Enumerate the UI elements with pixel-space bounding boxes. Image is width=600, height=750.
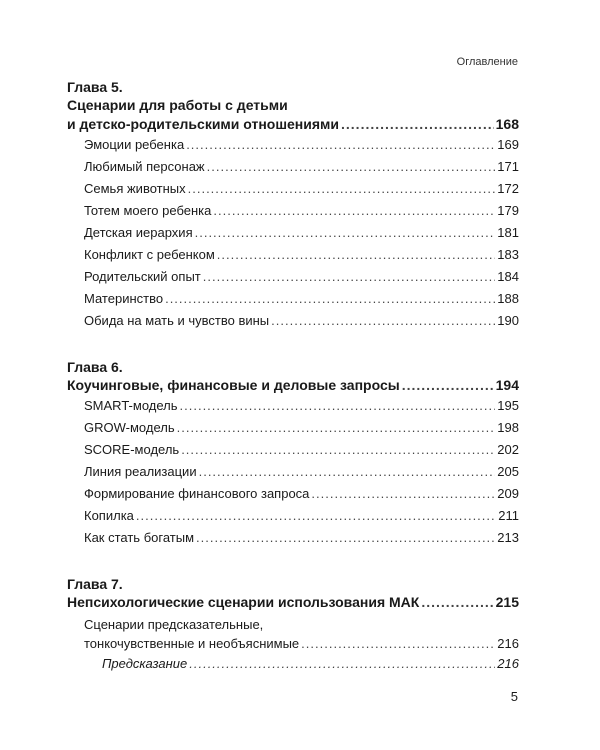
toc-entry[interactable] <box>67 244 519 266</box>
dot-leader <box>177 417 496 439</box>
toc-entry[interactable] <box>67 527 519 549</box>
chapter-label: Глава 5. <box>67 79 123 95</box>
chapter-entry[interactable] <box>67 593 519 612</box>
page-ref: 194 <box>495 377 519 393</box>
page-ref: 169 <box>497 137 519 152</box>
page-ref: 172 <box>497 181 519 196</box>
dot-leader <box>195 222 496 244</box>
page-ref: 215 <box>495 594 519 610</box>
dot-leader <box>207 156 496 178</box>
dot-leader <box>136 505 496 527</box>
toc-entry[interactable] <box>67 288 519 310</box>
dot-leader <box>203 266 496 288</box>
dot-leader <box>196 527 495 549</box>
toc-entry[interactable] <box>67 310 519 332</box>
entry-title: Тотем моего ребенка <box>84 203 212 218</box>
chapter-entry[interactable] <box>67 376 519 395</box>
dot-leader <box>217 244 496 266</box>
page-ref: 211 <box>498 508 519 523</box>
toc-entry[interactable] <box>67 222 519 244</box>
chapter-title: Коучинговые, финансовые и деловые запросы <box>67 377 400 393</box>
toc-entry[interactable] <box>67 178 519 200</box>
chapter-label: Глава 7. <box>67 576 123 592</box>
page-ref: 188 <box>497 291 519 306</box>
entry-title: SCORE-модель <box>84 442 180 457</box>
dot-leader <box>165 288 495 310</box>
page-ref: 213 <box>497 530 519 545</box>
toc-entry[interactable] <box>67 156 519 178</box>
chapter-7 <box>67 575 519 675</box>
dot-leader <box>271 310 495 332</box>
toc-entry[interactable] <box>67 134 519 156</box>
dot-leader <box>402 376 494 395</box>
dot-leader <box>301 634 495 653</box>
page-ref: 190 <box>497 313 519 328</box>
chapter-6 <box>67 358 519 549</box>
chapter-label: Глава 6. <box>67 359 123 375</box>
entry-title: Формирование финансового запроса <box>84 486 310 501</box>
toc-subentry[interactable] <box>67 653 519 675</box>
page-ref: 181 <box>497 225 519 240</box>
page-ref: 168 <box>495 116 519 132</box>
dot-leader <box>421 593 493 612</box>
entry-title: Линия реализации <box>84 464 197 479</box>
dot-leader <box>189 653 495 675</box>
dot-leader <box>311 483 495 505</box>
entry-title: Как стать богатым <box>84 530 195 545</box>
dot-leader <box>186 134 495 156</box>
toc-entry[interactable] <box>67 266 519 288</box>
toc-entry[interactable] <box>67 461 519 483</box>
dot-leader <box>188 178 496 200</box>
entry-title: Обида на мать и чувство вины <box>84 313 270 328</box>
toc-entry[interactable] <box>67 395 519 417</box>
entry-title-first-line[interactable]: Сценарии предсказательные, <box>84 617 264 632</box>
entry-title: Эмоции ребенка <box>84 137 185 152</box>
page-ref: 184 <box>497 269 519 284</box>
entry-title: Предсказание <box>102 656 188 671</box>
chapter-title: Сценарии для работы с детьми <box>67 97 288 113</box>
dot-leader <box>181 439 495 461</box>
toc-entry[interactable] <box>67 634 519 653</box>
dot-leader <box>341 115 494 134</box>
page-ref: 171 <box>497 159 519 174</box>
page-ref: 216 <box>497 656 519 671</box>
page-number: 5 <box>510 689 518 704</box>
entry-title: тонкочувственные и необъяснимые <box>84 636 300 651</box>
chapter-title-cont: и детско-родительскими отношениями <box>67 116 340 132</box>
chapter-5 <box>67 78 519 332</box>
page-ref: 195 <box>497 398 519 413</box>
page-ref: 205 <box>497 464 519 479</box>
dot-leader <box>213 200 495 222</box>
entry-title: GROW-модель <box>84 420 175 435</box>
dot-leader <box>180 395 496 417</box>
page-ref: 198 <box>497 420 519 435</box>
page-ref: 209 <box>497 486 519 501</box>
entry-title: Материнство <box>84 291 164 306</box>
page-ref: 179 <box>497 203 519 218</box>
page-ref: 183 <box>497 247 519 262</box>
toc-entry[interactable] <box>67 439 519 461</box>
toc-entry[interactable] <box>67 200 519 222</box>
page-ref: 216 <box>497 636 519 651</box>
entry-title: Детская иерархия <box>84 225 193 240</box>
toc-entry[interactable] <box>67 505 519 527</box>
toc-entry[interactable] <box>67 417 519 439</box>
table-of-contents <box>67 78 519 701</box>
chapter-title: Непсихологические сценарии использования МАК <box>67 594 420 610</box>
page-ref: 202 <box>497 442 519 457</box>
dot-leader <box>199 461 496 483</box>
chapter-entry[interactable] <box>67 115 519 134</box>
entry-title: SMART-модель <box>84 398 178 413</box>
running-header: Оглавление <box>456 56 518 68</box>
entry-title: Любимый персонаж <box>84 159 205 174</box>
entry-title: Семья животных <box>84 181 186 196</box>
entry-title: Родительский опыт <box>84 269 201 284</box>
entry-title: Конфликт с ребенком <box>84 247 215 262</box>
toc-entry[interactable] <box>67 483 519 505</box>
entry-title: Копилка <box>84 508 134 523</box>
